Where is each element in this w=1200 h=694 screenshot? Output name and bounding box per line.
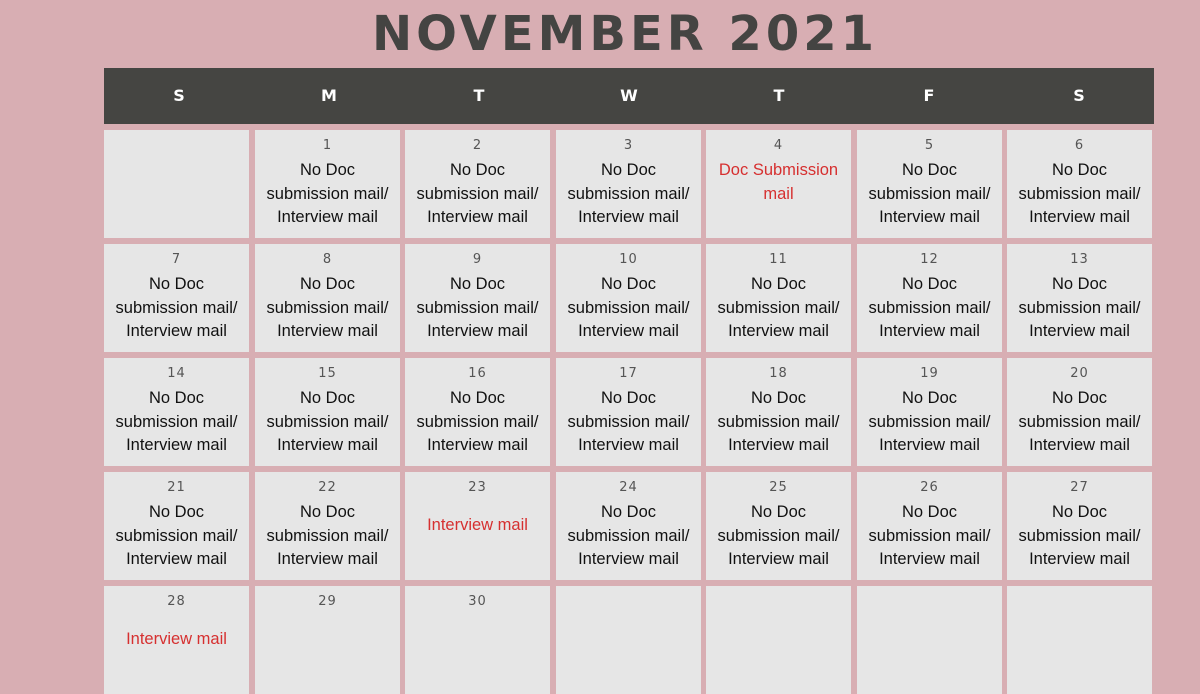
day-cell-17[interactable] — [556, 358, 701, 466]
day-number — [706, 594, 851, 610]
day-number — [1007, 594, 1152, 610]
mail-note: No Doc submission mail/ Interview mail — [416, 389, 539, 454]
weekday-header — [104, 68, 1154, 124]
day-cell-9[interactable] — [405, 244, 550, 352]
day-number: 20 — [1070, 366, 1089, 381]
day-number: 1 — [322, 138, 333, 153]
day-cell-23[interactable] — [405, 472, 550, 580]
weekday-tuesday: T — [473, 86, 485, 105]
day-cell-13[interactable] — [1007, 244, 1152, 352]
mail-note: No Doc submission mail/ Interview mail — [266, 161, 389, 226]
day-number — [556, 594, 701, 610]
mail-note: No Doc submission mail/ Interview mail — [266, 275, 389, 340]
empty-day-cell[interactable] — [556, 586, 701, 694]
day-cell-28[interactable] — [104, 586, 249, 694]
day-number: 10 — [619, 252, 638, 267]
mail-note: No Doc submission mail/ Interview mail — [868, 275, 991, 340]
weekday-saturday: S — [1073, 86, 1085, 105]
empty-day-cell[interactable] — [104, 130, 249, 238]
day-cell-8[interactable] — [255, 244, 400, 352]
mail-note: No Doc submission mail/ Interview mail — [868, 503, 991, 568]
day-cell-11[interactable] — [706, 244, 851, 352]
day-cell-3[interactable] — [556, 130, 701, 238]
mail-note: No Doc submission mail/ Interview mail — [567, 161, 690, 226]
day-cell-4[interactable] — [706, 130, 851, 238]
day-cell-30[interactable] — [405, 586, 550, 694]
day-number: 3 — [623, 138, 634, 153]
day-number: 13 — [1070, 252, 1089, 267]
highlighted-mail-note: Interview mail — [427, 516, 528, 534]
day-number: 15 — [318, 366, 337, 381]
day-number: 4 — [773, 138, 784, 153]
day-number: 8 — [322, 252, 333, 267]
day-number: 18 — [769, 366, 788, 381]
day-cell-21[interactable] — [104, 472, 249, 580]
mail-note: No Doc submission mail/ Interview mail — [868, 161, 991, 226]
day-cell-29[interactable] — [255, 586, 400, 694]
weekday-wednesday: W — [620, 86, 638, 105]
weekday-sunday: S — [173, 86, 185, 105]
day-number: 19 — [920, 366, 939, 381]
day-number: 30 — [468, 594, 487, 609]
day-number: 27 — [1070, 480, 1089, 495]
day-cell-19[interactable] — [857, 358, 1002, 466]
day-number: 29 — [318, 594, 337, 609]
day-cell-20[interactable] — [1007, 358, 1152, 466]
day-number — [104, 138, 249, 154]
day-cell-25[interactable] — [706, 472, 851, 580]
day-number: 26 — [920, 480, 939, 495]
mail-note: No Doc submission mail/ Interview mail — [266, 503, 389, 568]
day-number: 9 — [472, 252, 483, 267]
day-cell-27[interactable] — [1007, 472, 1152, 580]
day-number: 22 — [318, 480, 337, 495]
day-number: 14 — [167, 366, 186, 381]
mail-note: No Doc submission mail/ Interview mail — [1018, 161, 1141, 226]
day-number: 24 — [619, 480, 638, 495]
day-cell-10[interactable] — [556, 244, 701, 352]
empty-day-cell[interactable] — [706, 586, 851, 694]
day-number: 5 — [924, 138, 935, 153]
day-cell-1[interactable] — [255, 130, 400, 238]
day-cell-15[interactable] — [255, 358, 400, 466]
day-cell-7[interactable] — [104, 244, 249, 352]
day-cell-5[interactable] — [857, 130, 1002, 238]
day-cell-16[interactable] — [405, 358, 550, 466]
day-number: 6 — [1074, 138, 1085, 153]
highlighted-mail-note: Doc Submission mail — [718, 161, 839, 203]
mail-note: No Doc submission mail/ Interview mail — [416, 161, 539, 226]
day-cell-22[interactable] — [255, 472, 400, 580]
day-cell-6[interactable] — [1007, 130, 1152, 238]
day-number: 11 — [769, 252, 788, 267]
mail-note: No Doc submission mail/ Interview mail — [266, 389, 389, 454]
day-number: 25 — [769, 480, 788, 495]
mail-note: No Doc submission mail/ Interview mail — [717, 503, 840, 568]
mail-note: No Doc submission mail/ Interview mail — [115, 503, 238, 568]
mail-note: No Doc submission mail/ Interview mail — [717, 389, 840, 454]
day-cell-18[interactable] — [706, 358, 851, 466]
calendar-title: NOVEMBER 2021 — [371, 6, 879, 62]
mail-note: No Doc submission mail/ Interview mail — [115, 389, 238, 454]
mail-note: No Doc submission mail/ Interview mail — [1018, 503, 1141, 568]
day-number: 28 — [167, 594, 186, 609]
day-number: 7 — [171, 252, 182, 267]
day-number: 17 — [619, 366, 638, 381]
calendar-grid — [104, 130, 1154, 690]
day-number: 16 — [468, 366, 487, 381]
day-number: 2 — [472, 138, 483, 153]
mail-note: No Doc submission mail/ Interview mail — [1018, 389, 1141, 454]
day-number: 12 — [920, 252, 939, 267]
day-number: 23 — [468, 480, 487, 495]
mail-note: No Doc submission mail/ Interview mail — [416, 275, 539, 340]
day-cell-12[interactable] — [857, 244, 1002, 352]
mail-note: No Doc submission mail/ Interview mail — [567, 275, 690, 340]
day-cell-24[interactable] — [556, 472, 701, 580]
mail-note: No Doc submission mail/ Interview mail — [717, 275, 840, 340]
mail-note: No Doc submission mail/ Interview mail — [1018, 275, 1141, 340]
day-cell-2[interactable] — [405, 130, 550, 238]
empty-day-cell[interactable] — [1007, 586, 1152, 694]
day-number — [857, 594, 1002, 610]
day-cell-14[interactable] — [104, 358, 249, 466]
empty-day-cell[interactable] — [857, 586, 1002, 694]
weekday-thursday: T — [773, 86, 785, 105]
mail-note: No Doc submission mail/ Interview mail — [115, 275, 238, 340]
day-number: 21 — [167, 480, 186, 495]
mail-note: No Doc submission mail/ Interview mail — [868, 389, 991, 454]
weekday-monday: M — [321, 86, 337, 105]
mail-note: No Doc submission mail/ Interview mail — [567, 503, 690, 568]
mail-note: No Doc submission mail/ Interview mail — [567, 389, 690, 454]
weekday-friday: F — [923, 86, 935, 105]
highlighted-mail-note: Interview mail — [126, 630, 227, 648]
day-cell-26[interactable] — [857, 472, 1002, 580]
